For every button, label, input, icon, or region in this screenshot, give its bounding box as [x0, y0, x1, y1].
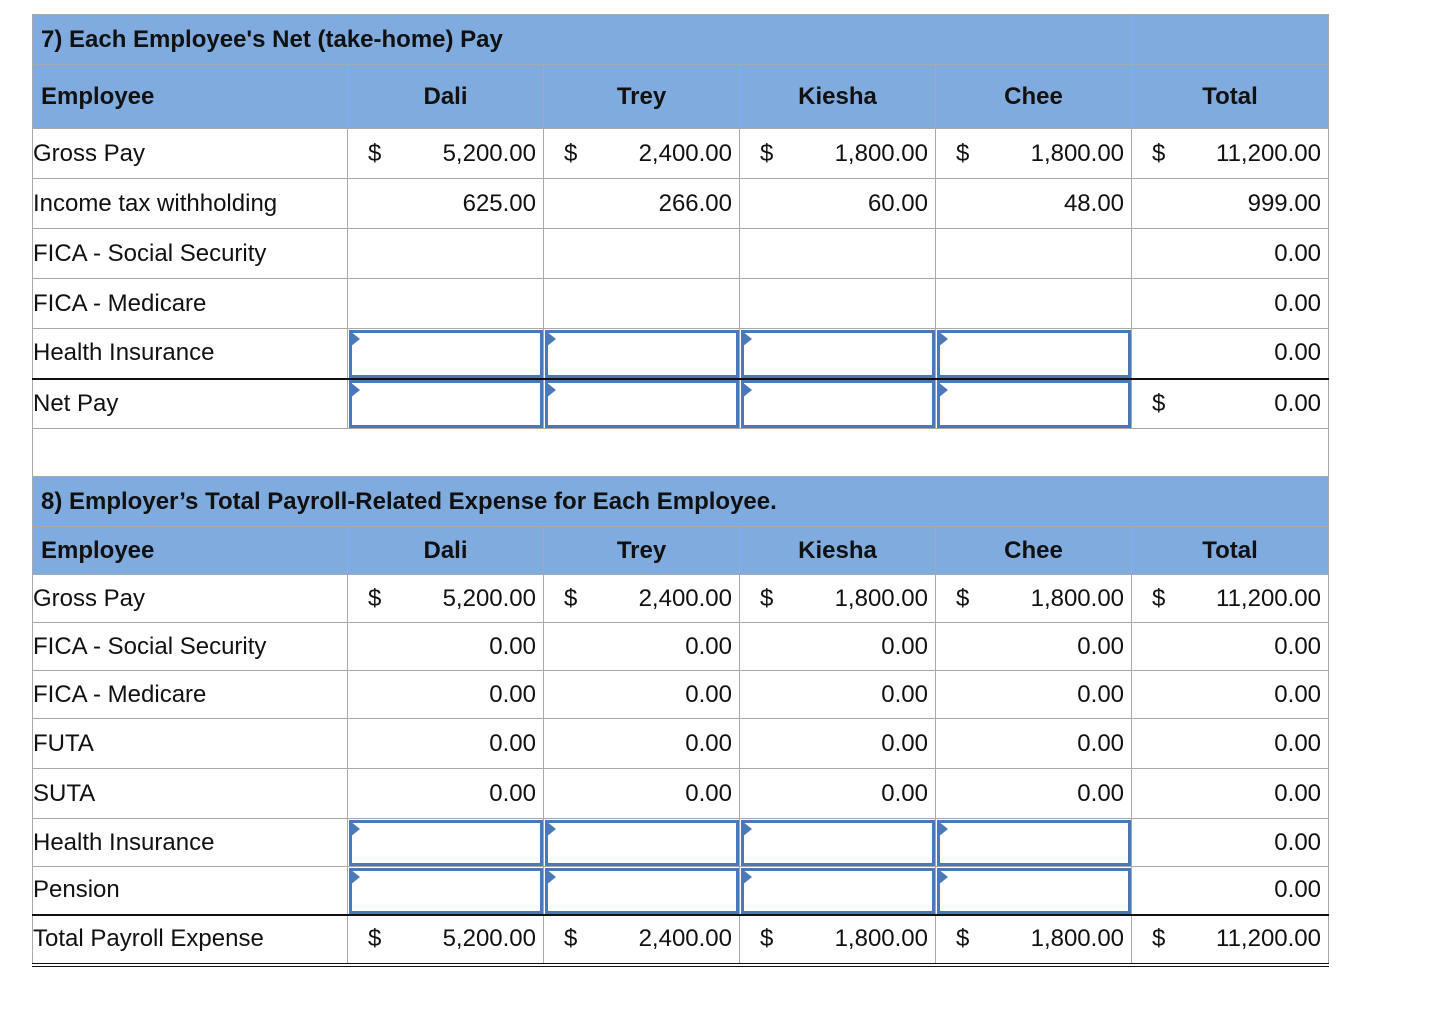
currency-sign: $ — [760, 584, 774, 612]
s7-net-dali-input[interactable] — [348, 379, 544, 429]
s7-med-chee — [936, 279, 1132, 329]
s8-health-dali-input[interactable] — [348, 819, 544, 867]
value: 5,200.00 — [442, 584, 536, 612]
s8-row-health-insurance — [33, 819, 1329, 867]
row-label: Health Insurance — [33, 329, 348, 379]
s8-ss-trey: 0.00 — [544, 623, 740, 671]
s7-health-trey-input[interactable] — [544, 329, 740, 379]
value: 5,200.00 — [442, 139, 536, 167]
payroll-table — [32, 14, 1329, 967]
s8-header-dali: Dali — [348, 527, 544, 575]
s7-med-dali — [348, 279, 544, 329]
value: 11,200.00 — [1216, 925, 1322, 952]
s8-health-kiesha-input[interactable] — [740, 819, 936, 867]
s8-futa-total: 0.00 — [1132, 719, 1329, 769]
s7-ss-kiesha — [740, 229, 936, 279]
s8-total-kiesha — [740, 915, 936, 965]
s8-gross-total — [1132, 575, 1329, 623]
s7-net-trey-input[interactable] — [544, 379, 740, 429]
row-label: Net Pay — [33, 379, 348, 429]
currency-sign: $ — [1152, 139, 1166, 167]
s8-gross-dali — [348, 575, 544, 623]
s8-suta-dali: 0.00 — [348, 769, 544, 819]
s7-ss-total: 0.00 — [1132, 229, 1329, 279]
s8-med-dali: 0.00 — [348, 671, 544, 719]
s8-futa-dali: 0.00 — [348, 719, 544, 769]
s8-med-chee: 0.00 — [936, 671, 1132, 719]
s8-futa-kiesha: 0.00 — [740, 719, 936, 769]
s8-suta-trey: 0.00 — [544, 769, 740, 819]
spreadsheet — [32, 14, 1328, 967]
s7-row-health-insurance — [33, 329, 1329, 379]
s8-suta-total: 0.00 — [1132, 769, 1329, 819]
s7-header-dali: Dali — [348, 65, 544, 129]
spacer-cell — [33, 429, 1329, 477]
s8-header-trey: Trey — [544, 527, 740, 575]
s8-ss-chee: 0.00 — [936, 623, 1132, 671]
currency-sign: $ — [1152, 925, 1166, 952]
row-label: Pension — [33, 867, 348, 915]
s8-header-employee: Employee — [33, 527, 348, 575]
s7-header-trey: Trey — [544, 65, 740, 129]
s7-gross-trey — [544, 129, 740, 179]
s8-gross-kiesha — [740, 575, 936, 623]
s8-total-chee — [936, 915, 1132, 965]
s8-pension-total: 0.00 — [1132, 867, 1329, 915]
s8-header-total: Total — [1132, 527, 1329, 575]
s7-health-dali-input[interactable] — [348, 329, 544, 379]
s7-row-income-tax — [33, 179, 1329, 229]
section-spacer — [33, 429, 1329, 477]
currency-sign: $ — [956, 584, 970, 612]
value: 1,800.00 — [834, 925, 928, 952]
s8-total-trey — [544, 915, 740, 965]
s8-med-total: 0.00 — [1132, 671, 1329, 719]
s8-ss-dali: 0.00 — [348, 623, 544, 671]
currency-sign: $ — [1152, 584, 1166, 612]
s7-tax-total: 999.00 — [1132, 179, 1329, 229]
currency-sign: $ — [564, 584, 578, 612]
row-label: Total Payroll Expense — [33, 915, 348, 965]
s8-ss-kiesha: 0.00 — [740, 623, 936, 671]
s7-tax-kiesha: 60.00 — [740, 179, 936, 229]
s8-suta-chee: 0.00 — [936, 769, 1132, 819]
s8-pension-dali-input[interactable] — [348, 867, 544, 915]
s7-net-chee-input[interactable] — [936, 379, 1132, 429]
value: 2,400.00 — [638, 925, 732, 952]
s7-header-total: Total — [1132, 65, 1329, 129]
s7-header-kiesha: Kiesha — [740, 65, 936, 129]
s7-health-chee-input[interactable] — [936, 329, 1132, 379]
s8-row-futa — [33, 719, 1329, 769]
s8-health-trey-input[interactable] — [544, 819, 740, 867]
s7-tax-chee: 48.00 — [936, 179, 1132, 229]
s8-row-gross-pay — [33, 575, 1329, 623]
s8-futa-chee: 0.00 — [936, 719, 1132, 769]
row-label: SUTA — [33, 769, 348, 819]
s7-med-trey — [544, 279, 740, 329]
s8-pension-kiesha-input[interactable] — [740, 867, 936, 915]
s7-header-employee: Employee — [33, 65, 348, 129]
s8-health-chee-input[interactable] — [936, 819, 1132, 867]
s7-med-kiesha — [740, 279, 936, 329]
value: 1,800.00 — [1030, 925, 1125, 952]
currency-sign: $ — [368, 584, 382, 612]
s7-tax-trey: 266.00 — [544, 179, 740, 229]
s8-row-fica-ss — [33, 623, 1329, 671]
s8-ss-total: 0.00 — [1132, 623, 1329, 671]
section8-title: 8) Employer’s Total Payroll-Related Expense for Each Employee. — [33, 477, 1329, 527]
value: 11,200.00 — [1216, 584, 1322, 612]
currency-sign: $ — [368, 139, 382, 167]
row-label: Health Insurance — [33, 819, 348, 867]
s8-futa-trey: 0.00 — [544, 719, 740, 769]
row-label: FICA - Social Security — [33, 623, 348, 671]
row-label: FICA - Medicare — [33, 279, 348, 329]
value: 1,800.00 — [834, 584, 928, 612]
row-label: Income tax withholding — [33, 179, 348, 229]
value: 1,800.00 — [1030, 584, 1125, 612]
s7-gross-kiesha — [740, 129, 936, 179]
s7-tax-dali: 625.00 — [348, 179, 544, 229]
s8-total-dali — [348, 915, 544, 965]
row-label: FUTA — [33, 719, 348, 769]
s7-net-kiesha-input[interactable] — [740, 379, 936, 429]
currency-sign: $ — [956, 925, 970, 952]
s7-gross-dali — [348, 129, 544, 179]
value: 1,800.00 — [834, 139, 928, 167]
value: 1,800.00 — [1030, 139, 1125, 167]
s8-pension-chee-input[interactable] — [936, 867, 1132, 915]
s7-row-gross-pay — [33, 129, 1329, 179]
s8-pension-trey-input[interactable] — [544, 867, 740, 915]
s7-gross-chee — [936, 129, 1132, 179]
s7-health-kiesha-input[interactable] — [740, 329, 936, 379]
s8-gross-chee — [936, 575, 1132, 623]
currency-sign: $ — [1152, 389, 1166, 417]
row-label: Gross Pay — [33, 129, 348, 179]
s7-row-fica-ss — [33, 229, 1329, 279]
currency-sign: $ — [368, 925, 382, 952]
currency-sign: $ — [564, 925, 578, 952]
s8-row-fica-medicare — [33, 671, 1329, 719]
s7-ss-dali — [348, 229, 544, 279]
s8-row-suta — [33, 769, 1329, 819]
currency-sign: $ — [760, 139, 774, 167]
s7-ss-chee — [936, 229, 1132, 279]
s7-net-total — [1132, 379, 1329, 429]
value: 11,200.00 — [1216, 139, 1322, 167]
currency-sign: $ — [760, 925, 774, 952]
value: 2,400.00 — [638, 584, 732, 612]
section7-title: 7) Each Employee's Net (take-home) Pay — [33, 15, 1132, 65]
s7-health-total: 0.00 — [1132, 329, 1329, 379]
s8-health-total: 0.00 — [1132, 819, 1329, 867]
s7-med-total: 0.00 — [1132, 279, 1329, 329]
s8-row-total-expense — [33, 915, 1329, 965]
s8-med-kiesha: 0.00 — [740, 671, 936, 719]
row-label: FICA - Social Security — [33, 229, 348, 279]
row-label: Gross Pay — [33, 575, 348, 623]
currency-sign: $ — [564, 139, 578, 167]
s8-header-kiesha: Kiesha — [740, 527, 936, 575]
s8-row-pension — [33, 867, 1329, 915]
s8-suta-kiesha: 0.00 — [740, 769, 936, 819]
value: 0.00 — [1274, 389, 1322, 417]
currency-sign: $ — [956, 139, 970, 167]
s7-row-fica-medicare — [33, 279, 1329, 329]
row-label: FICA - Medicare — [33, 671, 348, 719]
value: 2,400.00 — [638, 139, 732, 167]
s8-header-chee: Chee — [936, 527, 1132, 575]
s7-ss-trey — [544, 229, 740, 279]
section7-title-blank — [1132, 15, 1329, 65]
s7-row-net-pay — [33, 379, 1329, 429]
value: 5,200.00 — [442, 925, 536, 952]
s8-total-total — [1132, 915, 1329, 965]
s8-gross-trey — [544, 575, 740, 623]
s7-header-chee: Chee — [936, 65, 1132, 129]
s7-gross-total — [1132, 129, 1329, 179]
s8-med-trey: 0.00 — [544, 671, 740, 719]
